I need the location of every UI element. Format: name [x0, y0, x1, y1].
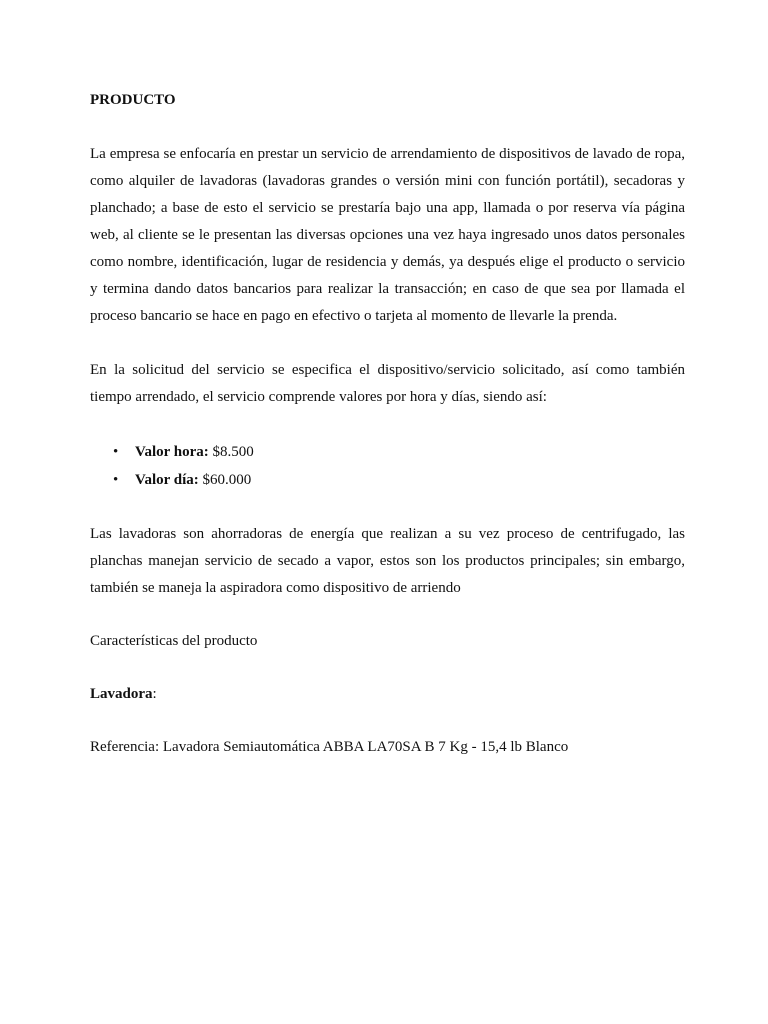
- spacer: [90, 330, 685, 357]
- spacer: [90, 411, 685, 438]
- bullet-icon: •: [113, 472, 119, 488]
- products-paragraph: Las lavadoras son ahorradoras de energía que realizan a su vez proceso de centrifugado, las planchas manejan servicio de secado a vapor, estos son los productos principales; sin embargo, también se maneja la aspiradora como dispositivo de arriendo: [90, 526, 685, 596]
- price-list: [90, 438, 685, 494]
- washer-heading: [90, 681, 685, 708]
- price-label: Valor día:: [135, 472, 199, 488]
- spacer: [90, 114, 685, 141]
- price-value: $60.000: [202, 472, 252, 488]
- spacer: [90, 602, 685, 628]
- spacer: [90, 708, 685, 734]
- price-label: Valor hora:: [135, 444, 209, 460]
- spacer: [90, 494, 685, 521]
- characteristics-title: Características del producto: [90, 633, 258, 649]
- spacer: [90, 655, 685, 681]
- intro-paragraph: La empresa se enfocaría en prestar un servicio de arrendamiento de dispositivos de lavado de ropa, como alquiler de lavadoras (lavadoras grandes o versión mini con función portátil), secadoras y planchado; a base de esto el servicio se prestaría bajo una app, llamada o por reserva vía página web, al cliente se le presentan las diversas opciones una vez haya ingresado unos datos personales como nombre, identificación, lugar de residencia y demás, ya después elige el producto o servicio y termina dando datos bancarios para realizar la transacción; en caso de que sea por llamada el proceso bancario se hace en pago en efectivo o tarjeta al momento de llevarle la prenda.: [90, 146, 685, 324]
- section-heading: PRODUCTO: [90, 92, 176, 108]
- washer-colon: :: [152, 686, 157, 702]
- price-value: $8.500: [212, 444, 254, 460]
- washer-reference: Referencia: Lavadora Semiautomática ABBA LA70SA B 7 Kg - 15,4 lb Blanco: [90, 739, 569, 755]
- price-item-day: [90, 466, 685, 494]
- document-body: [90, 87, 685, 761]
- price-item-hour: [90, 438, 685, 466]
- bullet-icon: •: [113, 444, 119, 460]
- washer-label: Lavadora: [90, 686, 153, 702]
- service-request-paragraph: En la solicitud del servicio se especifica el dispositivo/servicio solicitado, así como también tiempo arrendado, el servicio comprende valores por hora y días, siendo así:: [90, 362, 685, 405]
